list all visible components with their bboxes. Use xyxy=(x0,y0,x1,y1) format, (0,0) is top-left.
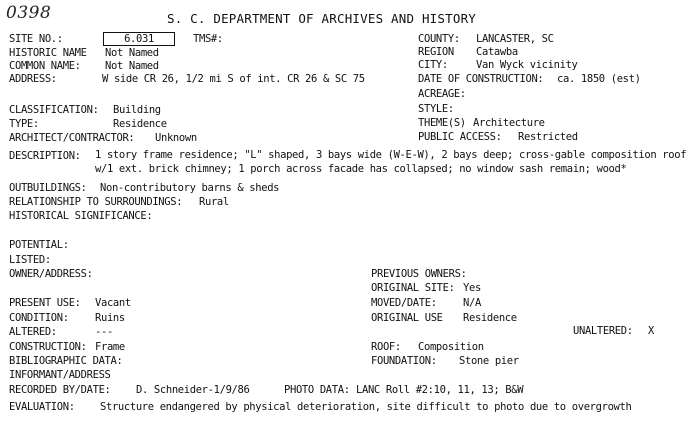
classification-value: Building xyxy=(113,104,161,116)
description-line-1: 1 story frame residence; "L" shaped, 3 bays wide (W-E-W), 2 bays deep; cross-gable composition roof xyxy=(95,149,687,161)
region-label: REGION xyxy=(418,46,454,58)
public-access-label: PUBLIC ACCESS: xyxy=(418,131,502,143)
county-label: COUNTY: xyxy=(418,33,460,45)
address-label: ADDRESS: xyxy=(9,73,57,85)
common-name-label: COMMON NAME: xyxy=(9,60,81,72)
altered-value: --- xyxy=(95,326,113,338)
themes-value: Architecture xyxy=(473,117,545,129)
classification-label: CLASSIFICATION: xyxy=(9,104,99,116)
county-value: LANCASTER, SC xyxy=(476,33,554,45)
relationship-label: RELATIONSHIP TO SURROUNDINGS: xyxy=(9,196,183,208)
relationship-value: Rural xyxy=(199,196,229,208)
present-use-label: PRESENT USE: xyxy=(9,297,81,309)
moved-date-label: MOVED/DATE: xyxy=(371,297,437,309)
architect-label: ARCHITECT/CONTRACTOR: xyxy=(9,132,135,144)
city-value: Van Wyck vicinity xyxy=(476,59,578,71)
address-value: W side CR 26, 1/2 mi S of int. CR 26 & SC 75 xyxy=(102,73,365,85)
listed-label: LISTED: xyxy=(9,254,51,266)
site-no-box xyxy=(103,32,175,46)
informant-address-label: INFORMANT/ADDRESS xyxy=(9,369,111,381)
date-of-construction-value: ca. 1850 (est) xyxy=(557,73,641,85)
region-value: Catawba xyxy=(476,46,518,58)
photo-data-label: PHOTO DATA: xyxy=(284,384,350,396)
city-label: CITY: xyxy=(418,59,448,71)
unaltered-label: UNALTERED: xyxy=(573,325,633,337)
architect-value: Unknown xyxy=(155,132,197,144)
tms-label: TMS#: xyxy=(193,33,223,45)
original-use-value: Residence xyxy=(463,312,517,324)
acreage-label: ACREAGE: xyxy=(418,88,466,100)
site-no-label: SITE NO.: xyxy=(9,33,63,45)
recorded-by-label: RECORDED BY/DATE: xyxy=(9,384,111,396)
themes-label: THEME(S) xyxy=(418,117,466,129)
site-no-value: 6.031 xyxy=(124,33,154,45)
historic-name-label: HISTORIC NAME xyxy=(9,47,87,59)
bibliographic-data-label: BIBLIOGRAPHIC DATA: xyxy=(9,355,123,367)
original-use-label: ORIGINAL USE xyxy=(371,312,443,324)
roof-label: ROOF: xyxy=(371,341,401,353)
potential-label: POTENTIAL: xyxy=(9,239,69,251)
description-label: DESCRIPTION: xyxy=(9,150,81,162)
description-line-2: w/1 ext. brick chimney; 1 porch across facade has collapsed; no window sash remain; wood* xyxy=(95,163,627,175)
type-label: TYPE: xyxy=(9,118,39,130)
evaluation-label: EVALUATION: xyxy=(9,401,75,413)
evaluation-value: Structure endangered by physical deterioration, site difficult to photo due to overgrowth xyxy=(100,401,632,413)
construction-label: CONSTRUCTION: xyxy=(9,341,87,353)
date-of-construction-label: DATE OF CONSTRUCTION: xyxy=(418,73,544,85)
original-site-value: Yes xyxy=(463,282,481,294)
owner-address-label: OWNER/ADDRESS: xyxy=(9,268,93,280)
outbuildings-value: Non-contributory barns & sheds xyxy=(100,182,280,194)
historic-name-value: Not Named xyxy=(105,47,159,59)
style-label: STYLE: xyxy=(418,103,454,115)
type-value: Residence xyxy=(113,118,167,130)
foundation-label: FOUNDATION: xyxy=(371,355,437,367)
roof-value: Composition xyxy=(418,341,484,353)
moved-date-value: N/A xyxy=(463,297,481,309)
previous-owners-label: PREVIOUS OWNERS: xyxy=(371,268,467,280)
condition-value: Ruins xyxy=(95,312,125,324)
common-name-value: Not Named xyxy=(105,60,159,72)
present-use-value: Vacant xyxy=(95,297,131,309)
historical-significance-label: HISTORICAL SIGNIFICANCE: xyxy=(9,210,153,222)
handwritten-file-number: 0398 xyxy=(6,3,52,23)
public-access-value: Restricted xyxy=(518,131,578,143)
form-title: S. C. DEPARTMENT OF ARCHIVES AND HISTORY xyxy=(167,11,477,26)
photo-data-value: LANC Roll #2:10, 11, 13; B&W xyxy=(356,384,524,396)
condition-label: CONDITION: xyxy=(9,312,69,324)
original-site-label: ORIGINAL SITE: xyxy=(371,282,455,294)
recorded-by-value: D. Schneider-1/9/86 xyxy=(136,384,250,396)
altered-label: ALTERED: xyxy=(9,326,57,338)
outbuildings-label: OUTBUILDINGS: xyxy=(9,182,87,194)
unaltered-value: X xyxy=(648,325,654,337)
construction-value: Frame xyxy=(95,341,125,353)
foundation-value: Stone pier xyxy=(459,355,519,367)
